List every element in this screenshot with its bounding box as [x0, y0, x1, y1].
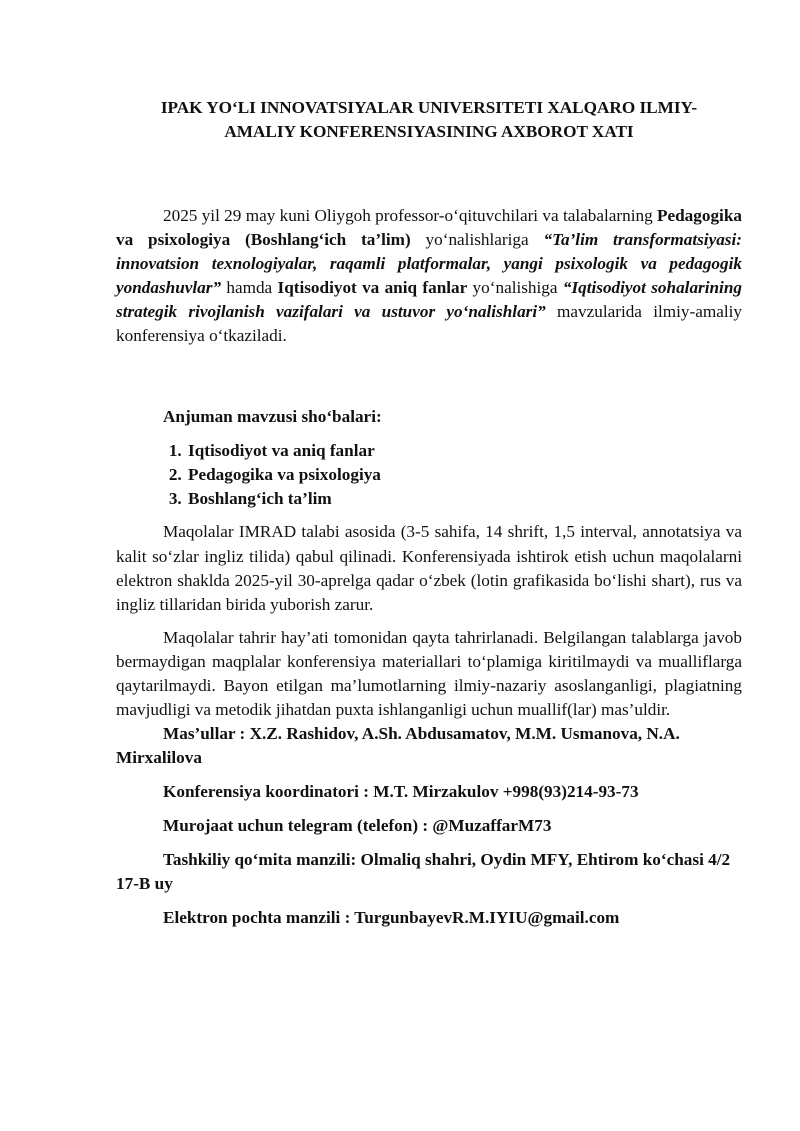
branches-list — [116, 439, 742, 512]
document-title — [116, 96, 742, 144]
list-item: 3. Boshlang‘ich ta’lim — [186, 487, 742, 511]
title-line-2: AMALIY KONFERENSIYASINING AXBOROT XATI — [224, 122, 634, 141]
document-page — [116, 96, 742, 930]
email-contact: Elektron pochta manzili : TurgunbayevR.M.IYIU@gmail.com — [163, 908, 620, 928]
intro-text: yo‘nalishlariga — [410, 230, 544, 250]
intro-paragraph — [116, 204, 742, 349]
intro-text: mavzularida ilmiy-amaliy konferensiya o‘tkaziladi. — [116, 302, 742, 346]
intro-direction-pedagogy: Pedagogika va psixologiya (Boshlang‘ich ta’lim) — [116, 206, 742, 250]
intro-direction-economics: Iqtisodiyot va aniq fanlar — [277, 278, 468, 298]
list-item: 1. Iqtisodiyot va aniq fanlar — [186, 439, 742, 463]
telegram-contact: Murojaat uchun telegram (telefon) : @MuzaffarM73 — [163, 816, 552, 836]
intro-text: yo‘nalishiga — [467, 278, 563, 298]
list-item: 2. Pedagogika va psixologiya — [186, 463, 742, 487]
intro-topic-education: “Ta’lim transformatsiyasi: innovatsion texnologiyalar, raqamli platformalar, yangi psixologik va pedagogik yondashuvlar” — [116, 230, 742, 298]
organizing-address: Tashkiliy qo‘mita manzili: Olmaliq shahri, Oydin MFY, Ehtirom ko‘chasi 4/2 17-B uy — [116, 850, 731, 894]
responsible-persons: Mas’ullar : X.Z. Rashidov, A.Sh. Abdusamatov, M.M. Usmanova, N.A. Mirxalilova — [116, 724, 680, 768]
coordinator-contact: Konferensiya koordinatori : M.T. Mirzakulov +998(93)214-93-73 — [163, 782, 639, 802]
intro-text: hamda — [221, 278, 278, 298]
branches-heading: Anjuman mavzusi sho‘balari: — [163, 406, 382, 426]
title-line-1: IPAK YO‘LI INNOVATSIYALAR UNIVERSITETI XALQARO ILMIY- — [160, 98, 698, 117]
editing-paragraph: Maqolalar tahrir hay’ati tomonidan qayta tahrirlanadi. Belgilangan talablarga javob bermaydigan maqplalar konferensiya materiallari to‘plamiga kiritilmaydi va mualliflarga qaytarilmaydi. Bayon etilgan ma’lumotlarning ilmiy-nazariy asoslanganligi, plagiatning mavjudligi va metodik jihatdan puxta ishlanganligi uchun muallif(lar) mas’uldir. — [116, 627, 742, 720]
requirements-paragraph: Maqolalar IMRAD talabi asosida (3-5 sahifa, 14 shrift, 1,5 interval, annotatsiya va kalit so‘zlar ingliz tilida) qabul qilinadi. Konferensiyada ishtirok etish uchun maqolalarni elektron shaklda 2025-yil 30-aprelga qadar o‘zbek (lotin grafikasida bo‘lishi shart), rus va ingliz tillaridan birida yuborish zarur. — [116, 522, 742, 614]
intro-text: 2025 yil 29 may kuni Oliygoh professor-o‘qituvchilari va talabalarning — [163, 206, 657, 225]
intro-topic-economics: “Iqtisodiyot sohalarining strategik rivojlanish vazifalari va ustuvor yo‘nalishlari” — [116, 278, 742, 322]
